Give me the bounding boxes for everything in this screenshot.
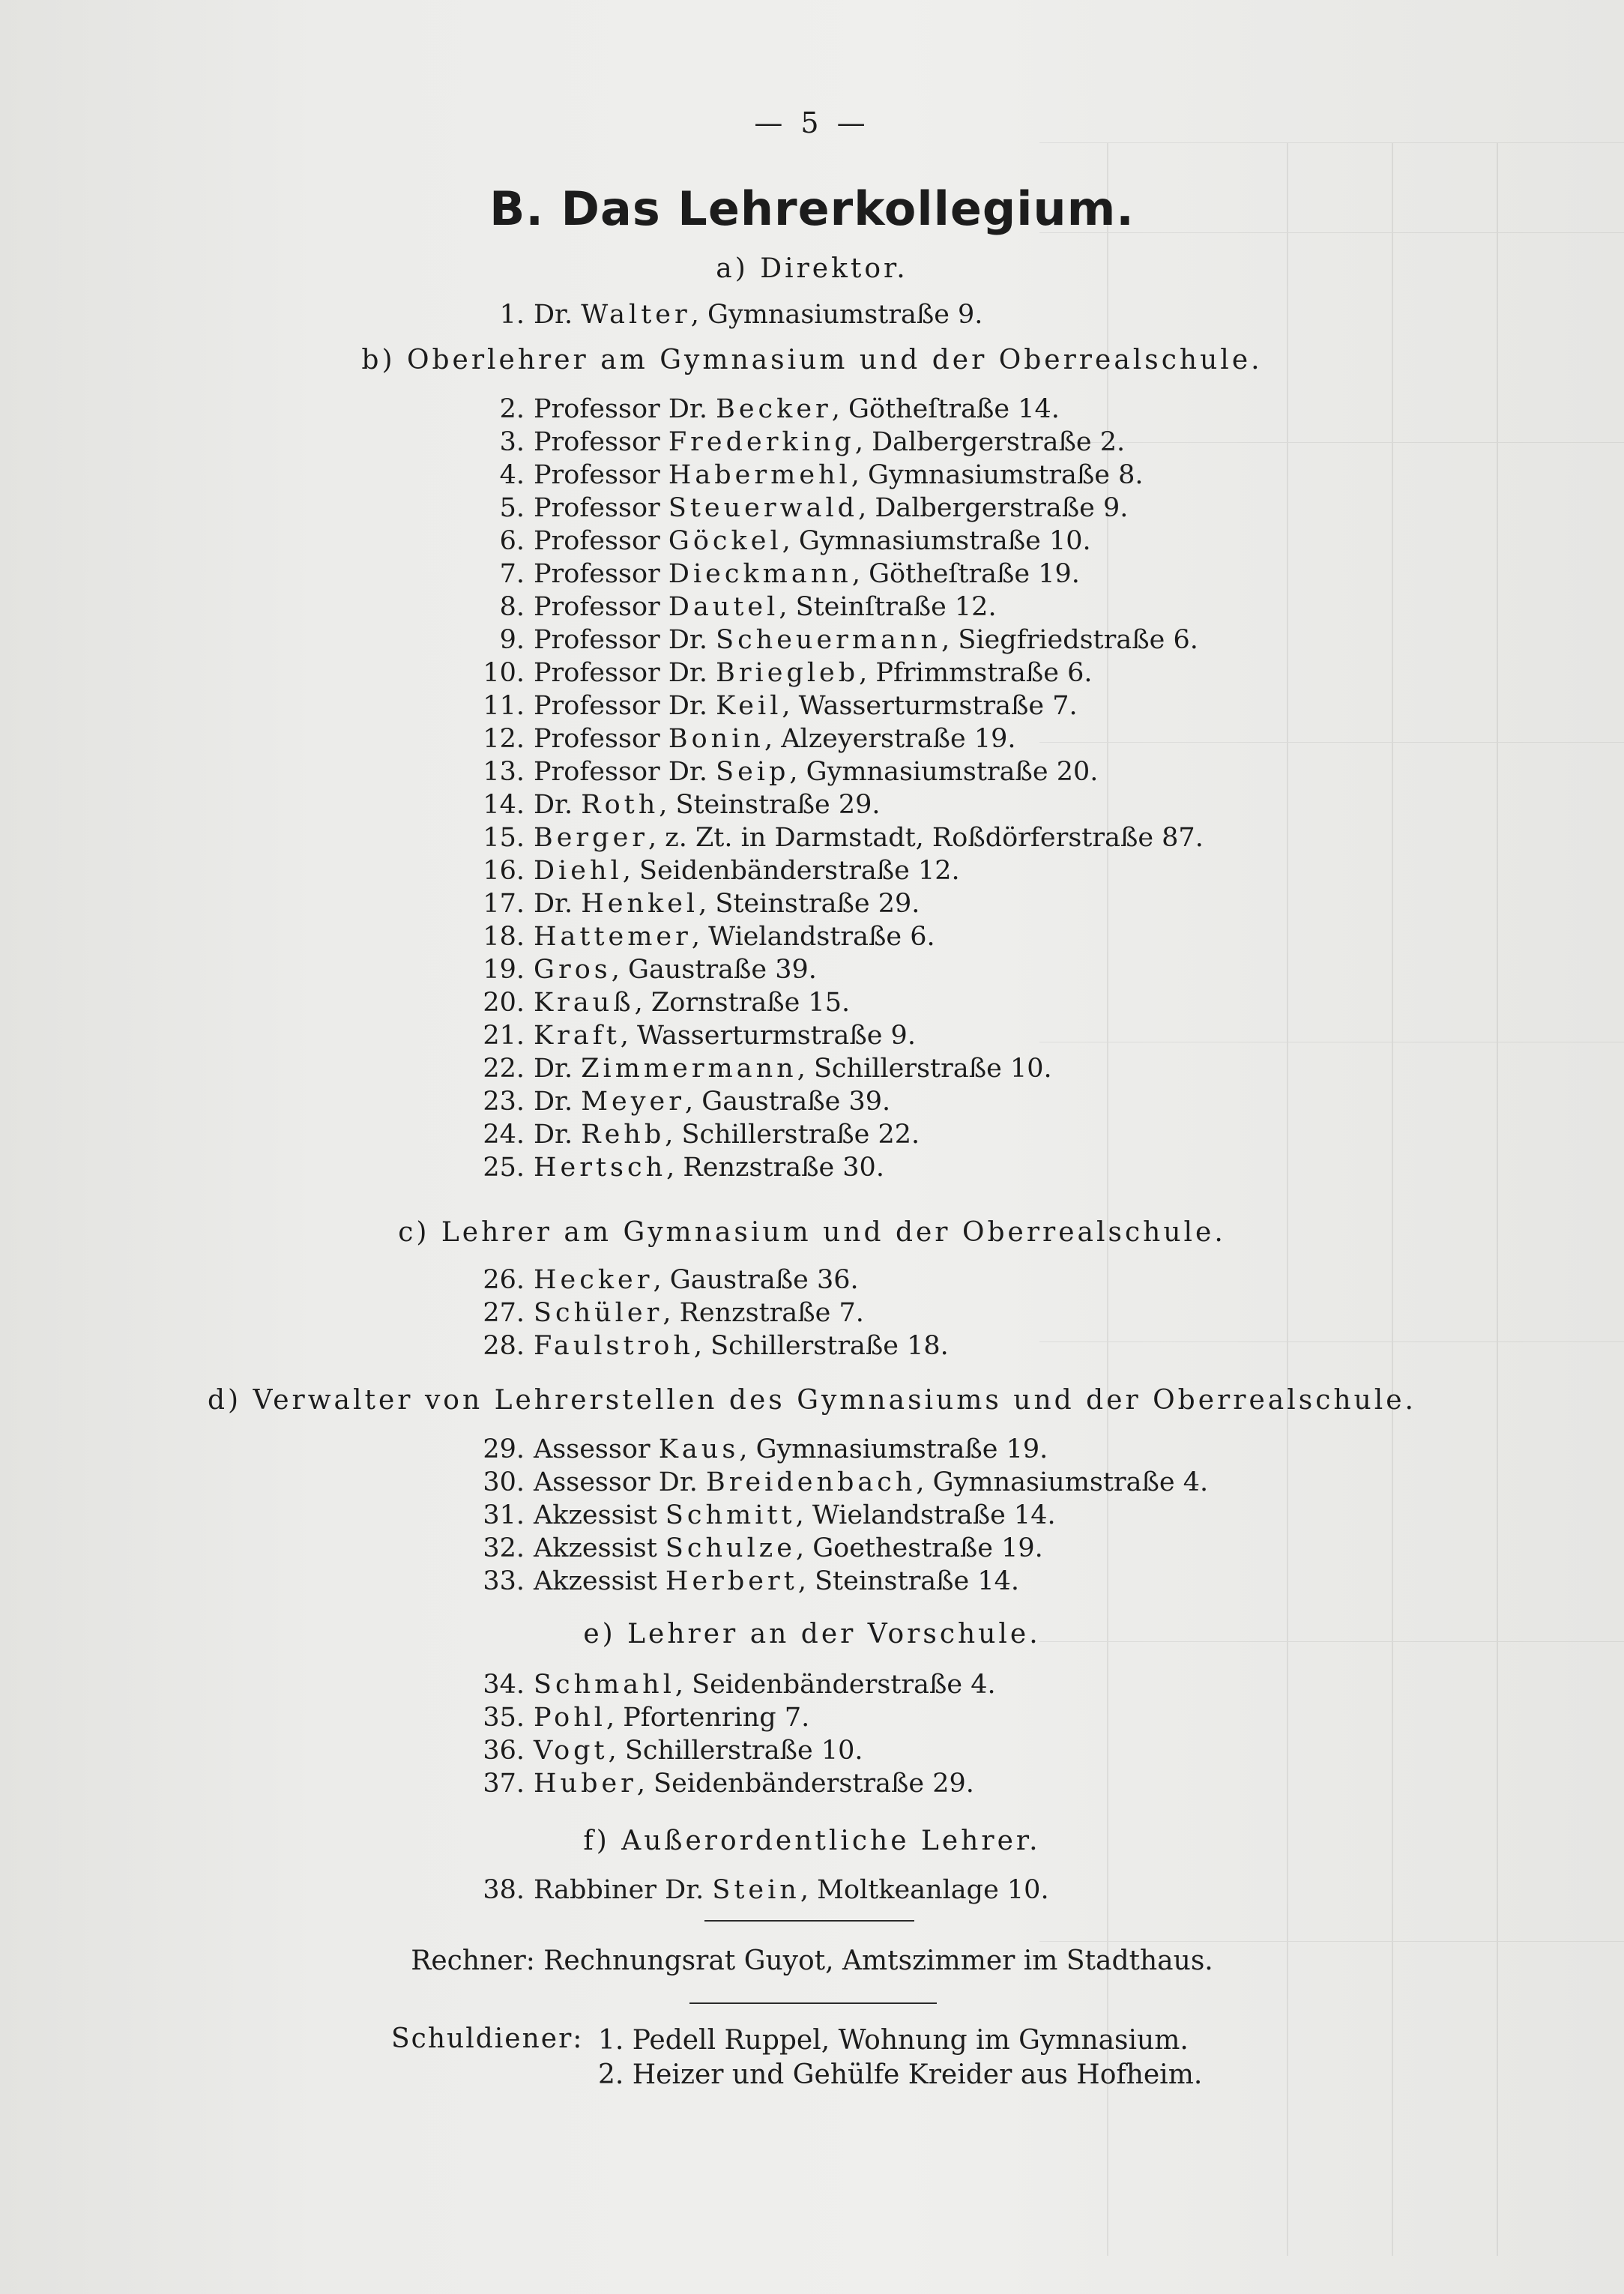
entry-title: Dr. — [534, 889, 573, 919]
entry-number: 16. — [483, 856, 525, 886]
entry-name: Kraft — [534, 1021, 621, 1051]
list-item — [459, 1466, 1208, 1499]
entry-name: Henkel — [581, 889, 699, 919]
entry-name: Kaus — [658, 1434, 740, 1464]
entry-address: , Schillerstraße 10. — [797, 1054, 1052, 1084]
list-verwalter — [459, 1433, 1208, 1598]
entry-number: 17. — [483, 889, 525, 919]
entry-number: 18. — [483, 922, 525, 952]
list-item — [459, 788, 1204, 821]
entry-address: , Schillerstraße 18. — [693, 1331, 949, 1361]
list-item — [459, 1499, 1208, 1532]
entry-address: , Steinſtraße 12. — [779, 592, 997, 622]
list-item: 1. Pedell Ruppel, Wohnung im Gymnasium. — [598, 2025, 1189, 2056]
entry-address: , Gaustraße 39. — [611, 955, 817, 985]
list-item — [459, 1329, 949, 1362]
entry-address: , Gymnasiumstraße 9. — [690, 300, 983, 330]
entry-address: , Alzeyerstraße 19. — [764, 724, 1016, 754]
entry-address: , Götheſtraße 14. — [831, 394, 1060, 424]
entry-title: Rabbiner Dr. — [534, 1875, 704, 1905]
list-item — [459, 1151, 1204, 1184]
list-item — [459, 393, 1204, 426]
entry-number: 4. — [499, 460, 525, 490]
entry-number: 22. — [483, 1054, 525, 1084]
entry-address: , Dalbergerstraße 2. — [854, 427, 1126, 457]
entry-number: 12. — [483, 724, 525, 754]
entry-title: Akzessist — [534, 1500, 657, 1530]
schuldiener-list — [598, 2023, 1202, 2092]
entry-address: , Götheſtraße 19. — [851, 559, 1080, 589]
list-item — [459, 1052, 1204, 1085]
entry-number: 25. — [483, 1153, 525, 1183]
entry-address: , Gymnasiumstraße 8. — [851, 460, 1144, 490]
list-item — [459, 1565, 1208, 1598]
entry-name: Schüler — [534, 1298, 663, 1328]
entry-address: , Wasserturmstraße 9. — [620, 1021, 916, 1051]
list-item — [459, 1019, 1204, 1052]
entry-number: 26. — [483, 1265, 525, 1295]
entry-address: , Gymnasiumstraße 4. — [916, 1467, 1209, 1497]
entry-address: , Seidenbänderstraße 12. — [622, 856, 960, 886]
entry-name: Meyer — [581, 1087, 685, 1117]
page-title: B. Das Lehrerkollegium. — [489, 181, 1135, 236]
entry-address: , Gymnasiumstraße 20. — [789, 757, 1099, 787]
list-item — [459, 426, 1204, 459]
entry-number: 32. — [483, 1533, 525, 1563]
entry-title: Dr. — [534, 1054, 573, 1084]
list-vorschule — [459, 1668, 996, 1800]
entry-number: 29. — [483, 1434, 525, 1464]
entry-address: , Renzstraße 7. — [662, 1298, 864, 1328]
list-item — [459, 1118, 1204, 1151]
section-title-c: c) Lehrer am Gymnasium und der Oberrealschule. — [398, 1217, 1226, 1248]
list-oberlehrer — [459, 393, 1204, 1184]
list-item — [459, 1085, 1204, 1118]
entry-title: Professor — [534, 592, 660, 622]
entry-title: Dr. — [534, 790, 573, 820]
entry-title: Professor Dr. — [534, 691, 707, 721]
entry-title: Dr. — [534, 1120, 573, 1150]
entry-number: 5. — [499, 493, 525, 523]
entry-name: Hattemer — [534, 922, 692, 952]
list-item — [459, 624, 1204, 656]
entry-title: Dr. — [534, 300, 573, 330]
entry-number: 15. — [483, 823, 525, 853]
entry-title: Assessor — [534, 1434, 650, 1464]
entry-title: Assessor Dr. — [534, 1467, 698, 1497]
entry-name: Scheuermann — [716, 625, 942, 655]
rechner-line: Rechner: Rechnungsrat Guyot, Amtszimmer im Stadthaus. — [411, 1946, 1213, 1976]
entry-address: , Gymnasiumstraße 10. — [782, 526, 1091, 556]
entry-name: Berger — [534, 823, 649, 853]
entry-name: Vogt — [534, 1736, 609, 1766]
list-item — [459, 298, 982, 331]
entry-title: Professor Dr. — [534, 394, 707, 424]
entry-name: Bonin — [668, 724, 764, 754]
list-item — [459, 656, 1204, 689]
entry-number: 2. — [499, 394, 525, 424]
entry-number: 1. — [499, 300, 525, 330]
entry-address: , Seidenbänderstraße 29. — [636, 1769, 974, 1799]
section-title-d: d) Verwalter von Lehrerstellen des Gymnasiums und der Oberrealschule. — [208, 1385, 1416, 1416]
entry-title: Professor Dr. — [534, 625, 707, 655]
entry-number: 38. — [483, 1875, 525, 1905]
entry-number: 31. — [483, 1500, 525, 1530]
entry-name: Walter — [581, 300, 691, 330]
entry-address: , Wasserturmstraße 7. — [782, 691, 1078, 721]
entry-number: 28. — [483, 1331, 525, 1361]
entry-address: , Gymnasiumstraße 19. — [739, 1434, 1048, 1464]
list-item: 2. Heizer und Gehülfe Kreider aus Hofheim. — [598, 2059, 1203, 2090]
entry-name: Hertsch — [534, 1153, 667, 1183]
list-item — [459, 755, 1204, 788]
divider — [704, 1920, 914, 1922]
entry-number: 19. — [483, 955, 525, 985]
entry-name: Herbert — [665, 1566, 798, 1596]
list-item — [459, 1297, 949, 1329]
entry-name: Becker — [716, 394, 832, 424]
list-item — [459, 1701, 996, 1734]
list-item — [459, 920, 1204, 953]
list-item — [459, 986, 1204, 1019]
entry-number: 13. — [483, 757, 525, 787]
entry-address: , Renzstraße 30. — [666, 1153, 884, 1183]
entry-number: 24. — [483, 1120, 525, 1150]
entry-address: , Moltkeanlage 10. — [800, 1875, 1049, 1905]
entry-number: 27. — [483, 1298, 525, 1328]
entry-title: Professor — [534, 460, 660, 490]
entry-address: , Zornstraße 15. — [634, 988, 851, 1018]
entry-name: Schmahl — [534, 1670, 675, 1700]
entry-address: , Siegfriedstraße 6. — [941, 625, 1198, 655]
section-title-a: a) Direktor. — [716, 253, 908, 284]
section-title-f: f) Außerordentliche Lehrer. — [583, 1826, 1041, 1856]
entry-number: 6. — [499, 526, 525, 556]
entry-address: , Gaustraße 39. — [685, 1087, 891, 1117]
list-item — [459, 854, 1204, 887]
entry-title: Professor — [534, 559, 660, 589]
page-number: — 5 — — [754, 106, 870, 139]
entry-name: Frederking — [668, 427, 855, 457]
list-ausserordentlich — [459, 1874, 1049, 1907]
entry-name: Hecker — [534, 1265, 653, 1295]
entry-title: Professor — [534, 427, 660, 457]
list-item — [459, 887, 1204, 920]
entry-name: Keil — [716, 691, 782, 721]
entry-name: Faulstroh — [534, 1331, 694, 1361]
entry-name: Gros — [534, 955, 612, 985]
entry-address: , Schillerstraße 22. — [665, 1120, 920, 1150]
entry-address: , Steinstraße 14. — [797, 1566, 1020, 1596]
entry-number: 37. — [483, 1769, 525, 1799]
entry-name: Seip — [716, 757, 790, 787]
entry-name: Dieckmann — [668, 559, 852, 589]
entry-address: , z. Zt. in Darmstadt, Roßdörferstraße 87. — [648, 823, 1204, 853]
list-item — [459, 459, 1204, 492]
entry-title: Professor — [534, 526, 660, 556]
list-item — [459, 1734, 996, 1767]
entry-address: , Wielandstraße 14. — [795, 1500, 1056, 1530]
entry-name: Krauß — [534, 988, 635, 1018]
entry-name: Schmitt — [665, 1500, 796, 1530]
entry-address: , Seidenbänderstraße 4. — [674, 1670, 996, 1700]
entry-address: , Goethestraße 19. — [795, 1533, 1043, 1563]
entry-title: Akzessist — [534, 1566, 657, 1596]
entry-address: , Gaustraße 36. — [653, 1265, 859, 1295]
entry-name: Steuerwald — [668, 493, 859, 523]
entry-number: 9. — [499, 625, 525, 655]
entry-title: Professor — [534, 493, 660, 523]
list-lehrer — [459, 1264, 949, 1362]
list-item — [459, 722, 1204, 755]
entry-name: Schulze — [665, 1533, 796, 1563]
entry-name: Göckel — [668, 526, 782, 556]
entry-number: 11. — [483, 691, 525, 721]
entry-name: Zimmermann — [581, 1054, 797, 1084]
entry-title: Professor Dr. — [534, 757, 707, 787]
list-item — [459, 1767, 996, 1800]
entry-address: , Wielandstraße 6. — [691, 922, 935, 952]
list-direktor — [459, 298, 982, 331]
entry-name: Dautel — [668, 592, 779, 622]
list-item — [459, 591, 1204, 624]
list-item — [459, 821, 1204, 854]
entry-title: Professor — [534, 724, 660, 754]
entry-title: Dr. — [534, 1087, 573, 1117]
entry-name: Diehl — [534, 856, 623, 886]
entry-address: , Pfrimmstraße 6. — [859, 658, 1093, 688]
entry-address: , Pfortenring 7. — [606, 1703, 810, 1733]
entry-name: Roth — [581, 790, 659, 820]
entry-title: Professor Dr. — [534, 658, 707, 688]
list-item — [459, 492, 1204, 525]
entry-number: 21. — [483, 1021, 525, 1051]
list-item — [459, 1433, 1208, 1466]
divider — [689, 2002, 937, 2004]
entry-number: 34. — [483, 1670, 525, 1700]
entry-address: , Schillerstraße 10. — [608, 1736, 863, 1766]
section-title-b: b) Oberlehrer am Gymnasium und der Oberrealschule. — [361, 345, 1263, 375]
entry-name: Rehb — [581, 1120, 665, 1150]
list-item — [459, 689, 1204, 722]
entry-name: Huber — [534, 1769, 637, 1799]
entry-name: Habermehl — [668, 460, 851, 490]
list-item — [459, 953, 1204, 986]
entry-number: 14. — [483, 790, 525, 820]
entry-address: , Steinstraße 29. — [659, 790, 881, 820]
list-item — [459, 1264, 949, 1297]
list-item — [459, 1668, 996, 1701]
list-item — [459, 1532, 1208, 1565]
entry-number: 10. — [483, 658, 525, 688]
entry-number: 3. — [499, 427, 525, 457]
entry-address: , Steinstraße 29. — [698, 889, 920, 919]
schuldiener-label: Schuldiener: — [391, 2023, 584, 2054]
entry-number: 7. — [499, 559, 525, 589]
entry-address: , Dalbergerstraße 9. — [858, 493, 1129, 523]
entry-number: 23. — [483, 1087, 525, 1117]
entry-number: 36. — [483, 1736, 525, 1766]
entry-number: 33. — [483, 1566, 525, 1596]
entry-number: 8. — [499, 592, 525, 622]
list-item — [459, 558, 1204, 591]
entry-number: 35. — [483, 1703, 525, 1733]
entry-name: Breidenbach — [705, 1467, 917, 1497]
section-title-e: e) Lehrer an der Vorschule. — [583, 1619, 1041, 1649]
list-item — [459, 525, 1204, 558]
entry-number: 20. — [483, 988, 525, 1018]
list-item — [459, 1874, 1049, 1907]
entry-name: Pohl — [534, 1703, 606, 1733]
entry-name: Briegleb — [716, 658, 860, 688]
entry-name: Stein — [712, 1875, 800, 1905]
entry-number: 30. — [483, 1467, 525, 1497]
entry-title: Akzessist — [534, 1533, 657, 1563]
